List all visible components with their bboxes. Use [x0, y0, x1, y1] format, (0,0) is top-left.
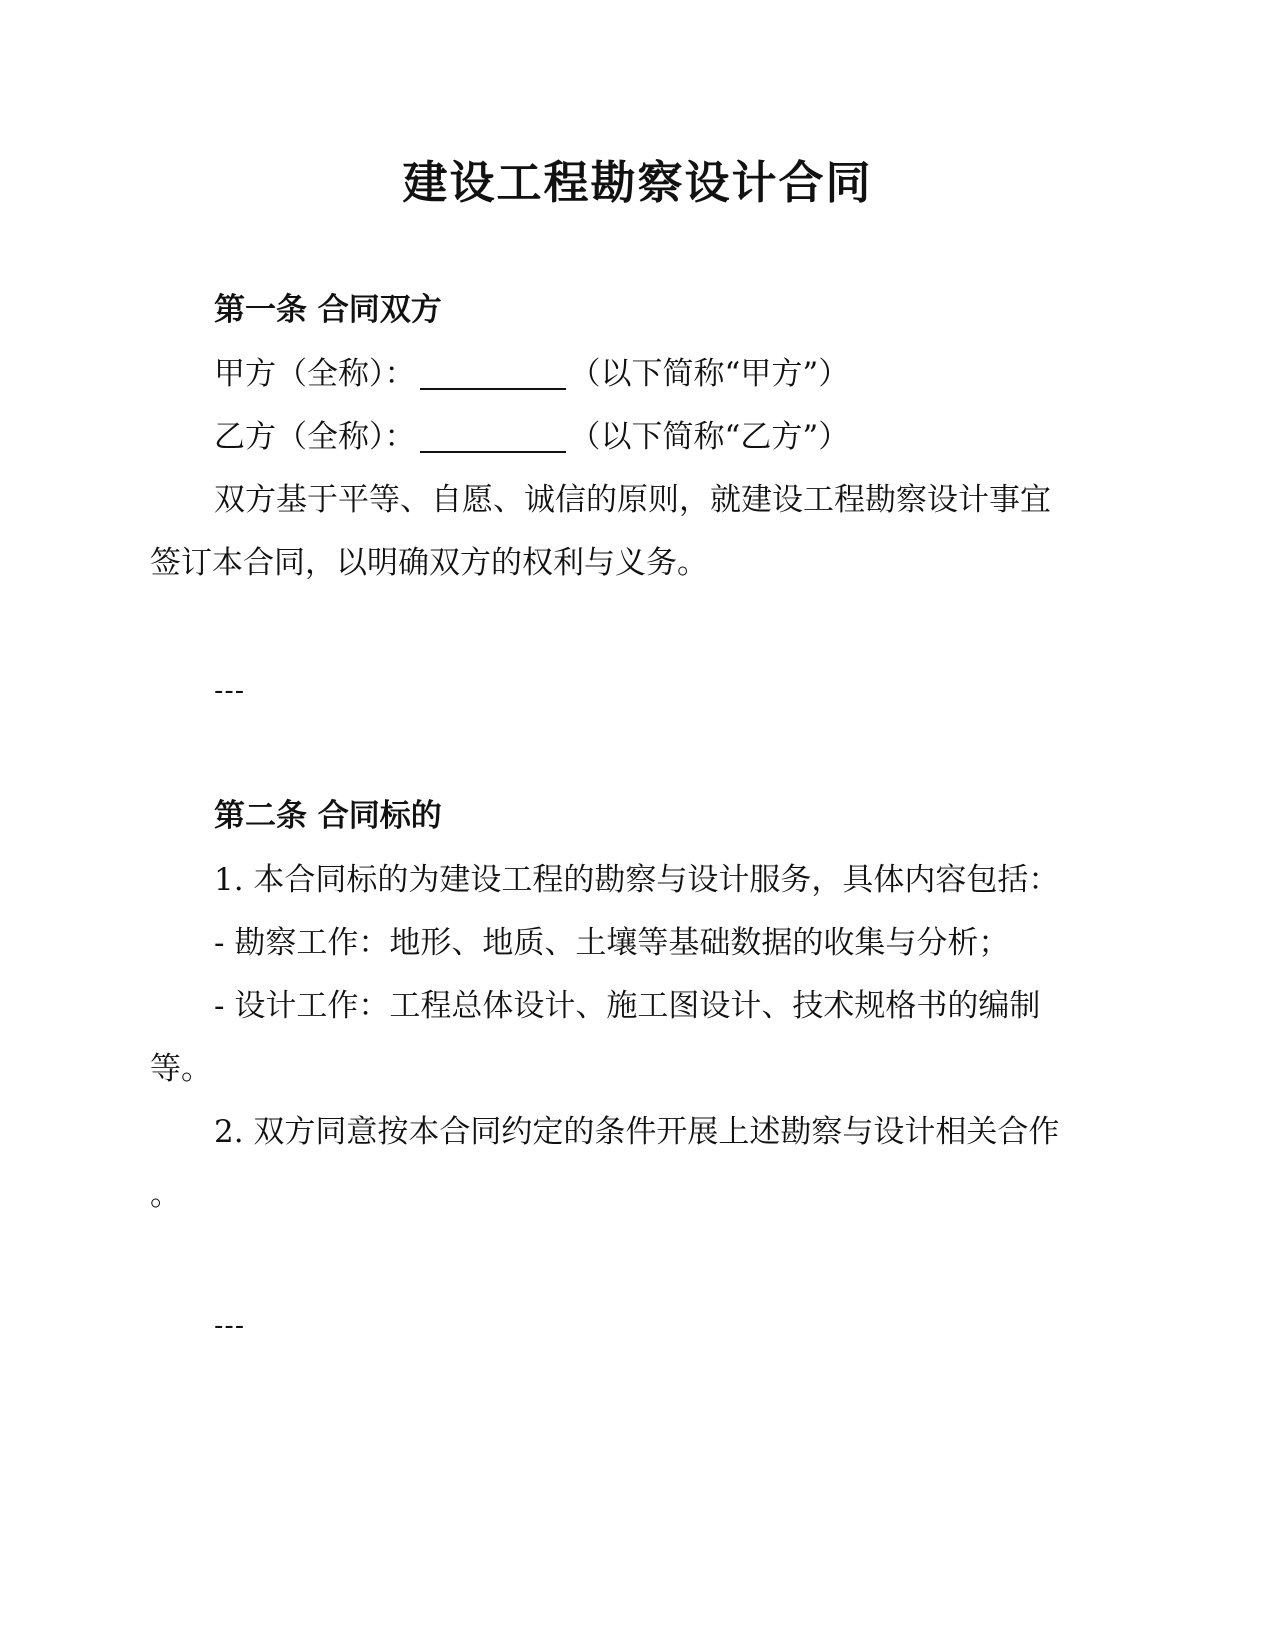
intro-line-1: 双方基于平等、自愿、诚信的原则，就建设工程勘察设计事宜 [214, 482, 1051, 518]
article-2-item-2-line-1: 2. 双方同意按本合同约定的条件开展上述勘察与设计相关合作 [214, 1114, 1060, 1150]
party-a-line [150, 351, 1174, 397]
separator-1: --- [214, 676, 246, 706]
party-a-suffix: （以下简称“甲方”） [569, 356, 850, 392]
article-2-sub-2-line-1: - 设计工作：工程总体设计、施工图设计、技术规格书的编制 [214, 988, 1041, 1024]
separator-2: --- [214, 1311, 246, 1341]
article-2-item-2-line-2: 。 [150, 1177, 181, 1213]
article-2-item-1: 1. 本合同标的为建设工程的勘察与设计服务，具体内容包括： [214, 862, 1060, 898]
document-title: 建设工程勘察设计合同 [402, 156, 873, 209]
party-b-blank [420, 421, 566, 453]
article-2-sub-1: - 勘察工作：地形、地质、土壤等基础数据的收集与分析； [214, 925, 1010, 961]
party-b-prefix: 乙方（全称）： [214, 419, 416, 455]
intro-line-2: 签订本合同，以明确双方的权利与义务。 [150, 545, 708, 581]
party-b-suffix: （以下简称“乙方”） [569, 419, 850, 455]
article-1-heading: 第一条 合同双方 [214, 292, 442, 328]
party-a-blank [420, 358, 566, 390]
article-2-sub-2-line-2: 等。 [150, 1051, 212, 1087]
party-a-prefix: 甲方（全称）： [214, 356, 416, 392]
article-2-heading: 第二条 合同标的 [214, 798, 442, 834]
party-b-line [150, 414, 1174, 460]
